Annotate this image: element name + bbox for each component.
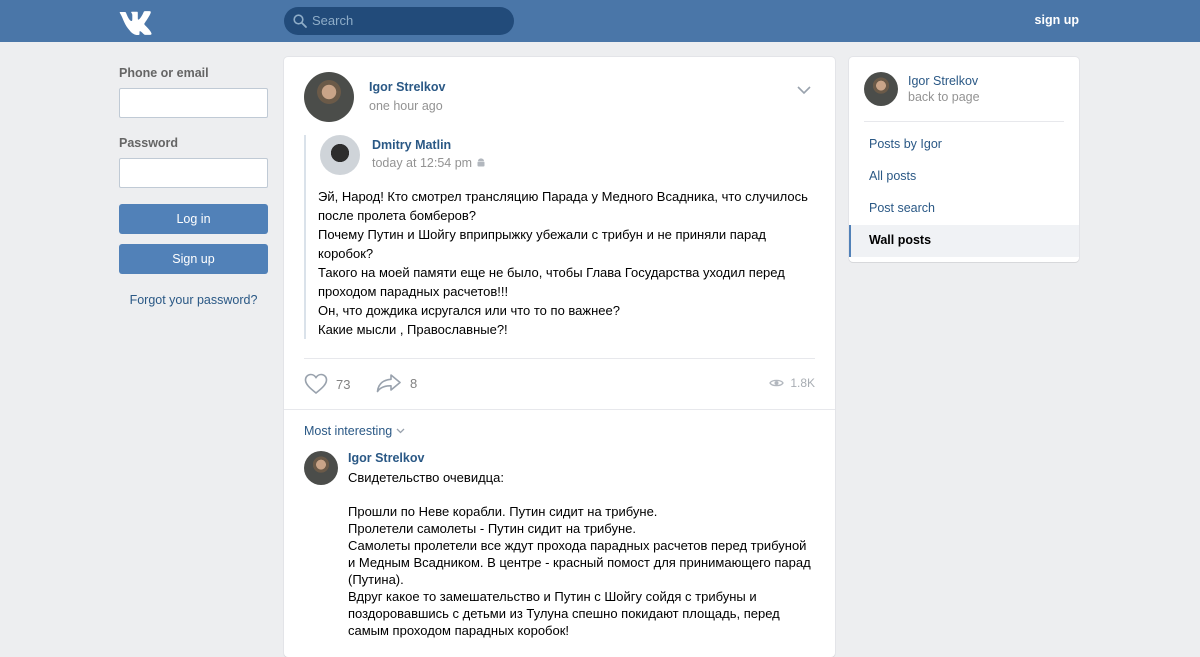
comments-sort-dropdown[interactable] <box>304 424 405 438</box>
signup-link[interactable]: sign up <box>1034 13 1079 27</box>
signup-button[interactable]: Sign up <box>119 244 268 274</box>
repost-time-text[interactable]: today at 12:54 pm <box>372 156 473 170</box>
password-label: Password <box>119 136 179 150</box>
like-count: 73 <box>336 376 351 392</box>
android-icon <box>476 158 486 168</box>
chevron-down-icon <box>396 428 405 434</box>
comment-line: Вдруг какое то замешательство и Путин с Шойгу сойдя с трибуны и поздоровавшись с детьми из Тулуна спешно покидают площадь, перед самым проходом парадных коробок! <box>348 589 780 638</box>
divider <box>304 358 815 359</box>
comment-text <box>348 469 814 639</box>
post-actions <box>304 373 815 395</box>
repost-time <box>372 156 486 170</box>
sidebar-item-posts-by-igor[interactable]: Posts by Igor <box>869 137 942 151</box>
like-button[interactable] <box>304 373 350 395</box>
phone-field[interactable] <box>119 88 268 118</box>
views-count: 1.8K <box>790 376 815 390</box>
comments-divider <box>284 409 835 410</box>
sort-label: Most interesting <box>304 424 393 438</box>
repost-text <box>318 187 814 339</box>
right-sidebar <box>849 57 1079 262</box>
login-button[interactable]: Log in <box>119 204 268 234</box>
sidebar-menu <box>849 129 1079 257</box>
share-count: 8 <box>410 375 418 391</box>
comment-line: Прошли по Неве корабли. Путин сидит на трибуне. <box>348 504 658 519</box>
comment-line: Пролетели самолеты - Путин сидит на трибуне. <box>348 521 636 536</box>
login-form <box>119 66 268 307</box>
back-to-page-link[interactable]: back to page <box>908 90 980 104</box>
repost-line: Эй, Народ! Кто смотрел трансляцию Парада у Медного Всадника, что случилось после пролета бомберов? <box>318 189 808 223</box>
sidebar-item-all-posts[interactable]: All posts <box>869 169 917 183</box>
post-time[interactable]: one hour ago <box>369 99 443 113</box>
phone-label: Phone or email <box>119 66 209 80</box>
comment-author[interactable]: Igor Strelkov <box>348 451 425 465</box>
search-placeholder: Search <box>312 13 354 28</box>
password-field[interactable] <box>119 158 268 188</box>
post-author[interactable]: Igor Strelkov <box>369 80 446 94</box>
search-icon <box>293 14 307 28</box>
sidebar-divider <box>864 121 1064 122</box>
share-icon <box>376 373 402 393</box>
comment-line: Самолеты пролетели все ждут прохода парадных расчетов перед трибуной и Медным Всадником. В центре - красный помост для принимающего парад (Путина). <box>348 538 811 587</box>
repost-line: Он, что дождика исругался или что то по важнее? <box>318 303 620 318</box>
repost-block <box>304 135 814 339</box>
sidebar-item-wall-posts[interactable]: Wall posts <box>849 225 1079 257</box>
comment-intro: Свидетельство очевидца: <box>348 470 504 485</box>
eye-icon <box>769 378 784 388</box>
sidebar-avatar[interactable] <box>864 72 898 106</box>
comment-avatar[interactable] <box>304 451 338 485</box>
repost-line: Такого на моей памяти еще не было, чтобы Глава Государства уходил перед проходом парадных расчетов!!! <box>318 265 785 299</box>
heart-icon <box>304 373 328 395</box>
share-button[interactable] <box>376 373 417 393</box>
comment-gap <box>348 486 814 503</box>
vk-logo-icon[interactable] <box>119 10 152 30</box>
forgot-password-link[interactable]: Forgot your password? <box>129 293 258 307</box>
top-bar <box>0 0 1200 42</box>
repost-avatar[interactable] <box>320 135 360 175</box>
chevron-down-icon[interactable] <box>797 85 811 95</box>
sidebar-item-post-search[interactable]: Post search <box>869 201 936 215</box>
repost-line: Почему Путин и Шойгу вприпрыжку убежали с трибун и не приняли парад коробок? <box>318 227 767 261</box>
author-avatar[interactable] <box>304 72 354 122</box>
repost-author[interactable]: Dmitry Matlin <box>372 138 452 152</box>
repost-line: Какие мысли , Православные?! <box>318 322 508 337</box>
views-counter <box>769 376 815 390</box>
sidebar-name[interactable]: Igor Strelkov <box>908 74 979 88</box>
search-input[interactable] <box>284 7 514 35</box>
wall-post <box>284 57 835 657</box>
